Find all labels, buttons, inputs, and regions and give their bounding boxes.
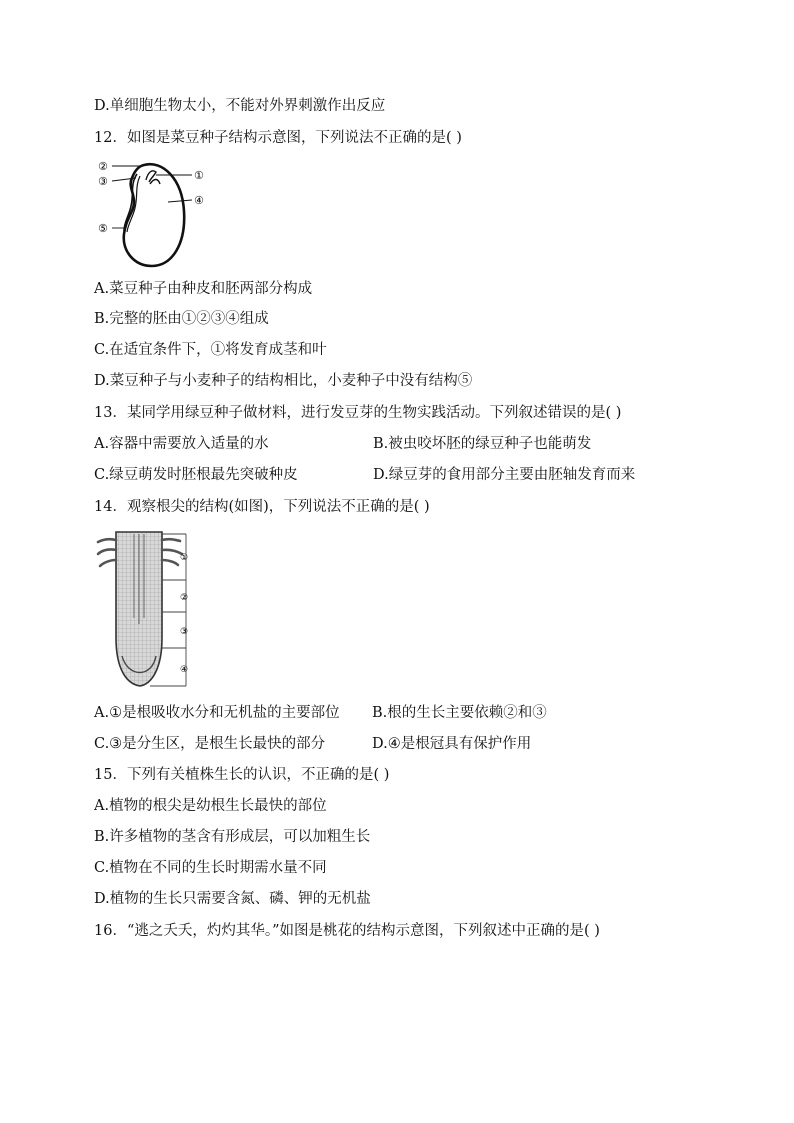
q14-label-4: ④ bbox=[180, 665, 189, 675]
q12-label-5: ⑤ bbox=[98, 222, 108, 235]
q16-stem: 16．“逃之夭夭，灼灼其华。”如图是桃花的结构示意图，下列叙述中正确的是( ) bbox=[94, 923, 600, 939]
q12-label-3: ③ bbox=[98, 175, 108, 188]
q14-option-d: D.④是根冠具有保护作用 bbox=[372, 736, 532, 752]
q12-option-b: B.完整的胚由①②③④组成 bbox=[94, 311, 269, 327]
q13-stem: 13．某同学用绿豆种子做材料，进行发豆芽的生物实践活动。下列叙述错误的是( ) bbox=[94, 405, 622, 421]
q13-option-c: C.绿豆萌发时胚根最先突破种皮 bbox=[94, 467, 298, 483]
q13-option-d: D.绿豆芽的食用部分主要由胚轴发育而来 bbox=[373, 467, 636, 483]
q14-option-a: A.①是根吸收水分和无机盐的主要部位 bbox=[94, 705, 340, 721]
q14-label-2: ② bbox=[180, 593, 189, 603]
q14-stem: 14．观察根尖的结构(如图)，下列说法不正确的是( ) bbox=[94, 499, 430, 515]
q14-option-b: B.根的生长主要依赖②和③ bbox=[372, 705, 547, 721]
q12-label-2: ② bbox=[98, 160, 108, 173]
q15-option-c: C.植物在不同的生长时期需水量不同 bbox=[94, 860, 327, 876]
q13-option-b: B.被虫咬坏胚的绿豆种子也能萌发 bbox=[373, 436, 592, 452]
q12-option-a: A.菜豆种子由种皮和胚两部分构成 bbox=[94, 281, 313, 297]
q12-label-1: ① bbox=[194, 169, 204, 182]
q11-option-d: D.单细胞生物太小，不能对外界刺激作出反应 bbox=[94, 98, 386, 114]
q12-label-4: ④ bbox=[194, 194, 204, 207]
q15-stem: 15．下列有关植株生长的认识，不正确的是( ) bbox=[94, 767, 390, 783]
q12-stem: 12．如图是菜豆种子结构示意图，下列说法不正确的是( ) bbox=[94, 130, 462, 146]
q14-label-1: ① bbox=[180, 553, 189, 563]
q14-label-3: ③ bbox=[180, 627, 189, 637]
q12-option-c: C.在适宜条件下，①将发育成茎和叶 bbox=[94, 342, 327, 358]
q15-option-b: B.许多植物的茎含有形成层，可以加粗生长 bbox=[94, 829, 371, 845]
q14-option-c: C.③是分生区，是根生长最快的部分 bbox=[94, 736, 326, 752]
q15-option-d: D.植物的生长只需要含氮、磷、钾的无机盐 bbox=[94, 891, 371, 907]
q12-option-d: D.菜豆种子与小麦种子的结构相比，小麦种子中没有结构⑤ bbox=[94, 373, 473, 389]
q14-root-tip-figure bbox=[94, 528, 214, 692]
q12-bean-seed-figure bbox=[94, 156, 234, 271]
q13-option-a: A.容器中需要放入适量的水 bbox=[94, 436, 269, 452]
q15-option-a: A.植物的根尖是幼根生长最快的部位 bbox=[94, 798, 327, 814]
